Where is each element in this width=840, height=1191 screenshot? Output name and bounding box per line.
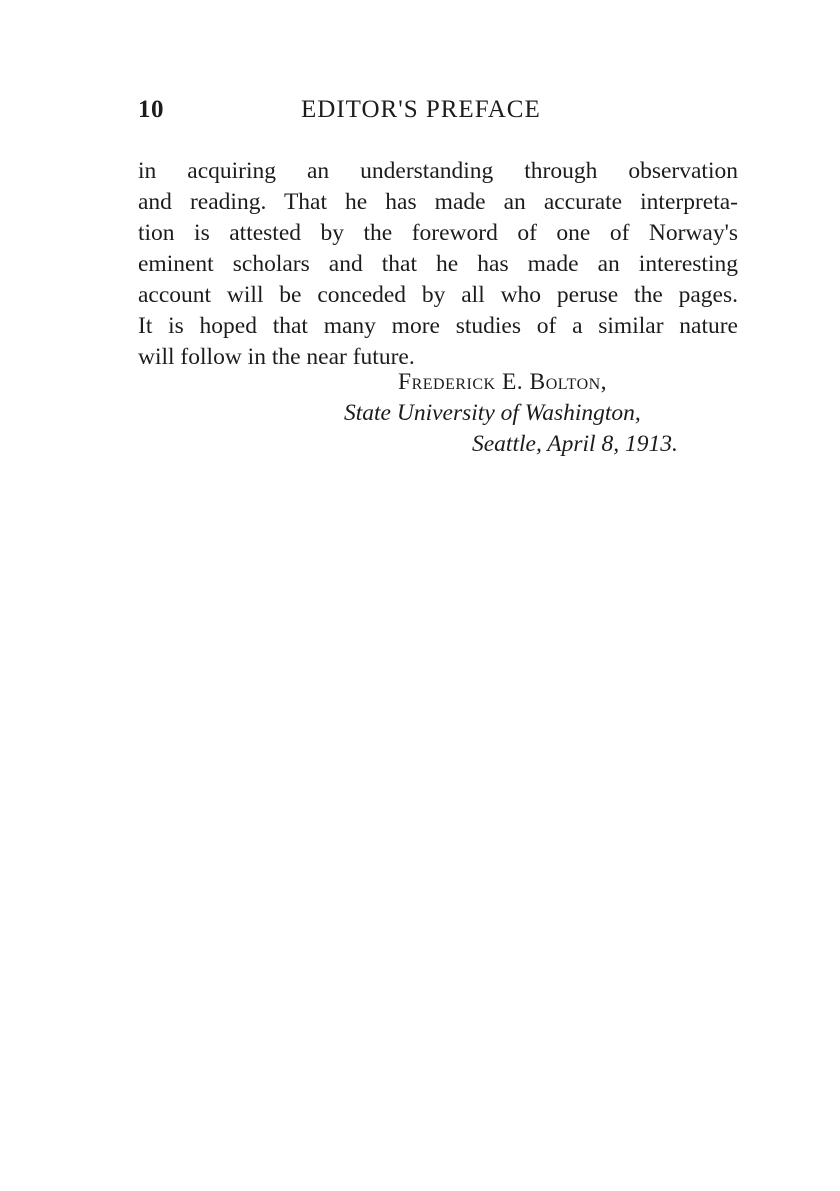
text-line: tion is attested by the foreword of one of Norway's	[138, 220, 738, 246]
signature-affiliation: State University of Washington,	[344, 400, 641, 426]
text-line: in acquiring an understanding through observation	[138, 158, 738, 184]
page-number: 10	[138, 96, 164, 123]
signature-place-date: Seattle, April 8, 1913.	[472, 431, 678, 457]
text-line: It is hoped that many more studies of a similar nature	[138, 313, 738, 339]
text-line: and reading. That he has made an accurate interpreta-	[138, 189, 738, 215]
preface-paragraph	[138, 156, 738, 373]
running-head	[138, 96, 738, 132]
text-line: will follow in the near future.	[138, 344, 415, 370]
page-header-title: EDITOR'S PREFACE	[301, 96, 541, 123]
text-line: account will be conceded by all who peruse the pages.	[138, 282, 738, 308]
signature-name: Frederick E. Bolton,	[398, 369, 608, 395]
text-line: eminent scholars and that he has made an interesting	[138, 251, 738, 277]
